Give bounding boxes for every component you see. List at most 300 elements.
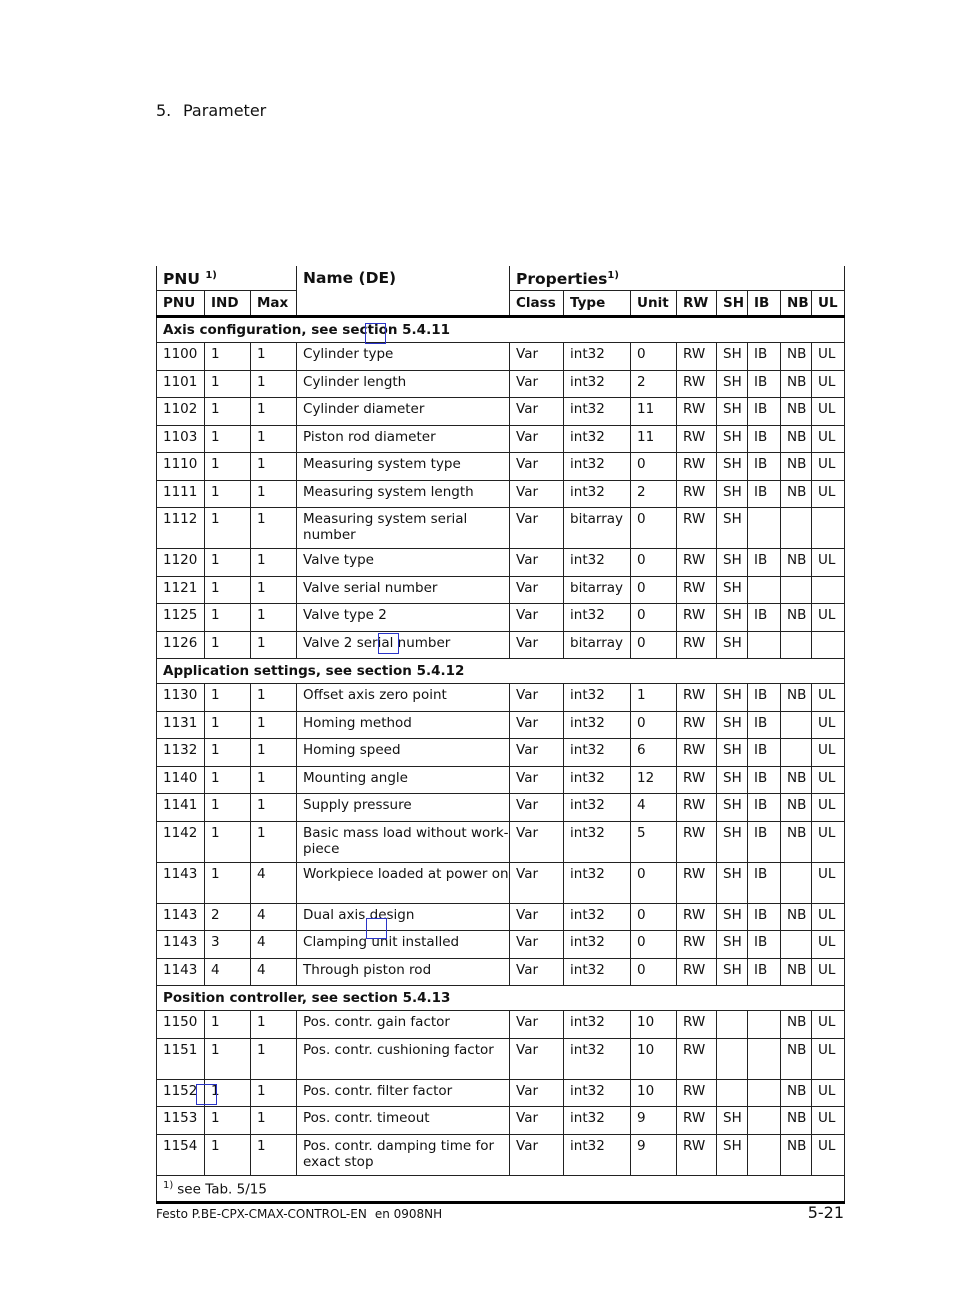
section-number: 5. <box>156 101 172 120</box>
col-header-nb: NB <box>781 291 812 317</box>
cell-ib: IB <box>748 739 781 767</box>
cell-nb: NB <box>781 604 812 632</box>
cell-type: int32 <box>564 604 631 632</box>
cell-max: 1 <box>251 508 297 549</box>
cell-max: 1 <box>251 821 297 862</box>
cell-ib <box>748 1107 781 1135</box>
cell-name: Dual axis design <box>297 903 510 931</box>
table-row <box>157 931 845 959</box>
cell-type: bitarray <box>564 576 631 604</box>
cell-ib: IB <box>748 794 781 822</box>
cell-name: Homing speed <box>297 739 510 767</box>
cell-ind: 4 <box>205 958 251 986</box>
cell-ul <box>812 576 845 604</box>
cell-ib: IB <box>748 931 781 959</box>
cell-pnu: 1111 <box>157 480 205 508</box>
cell-rw: RW <box>677 604 717 632</box>
cell-pnu: 1112 <box>157 508 205 549</box>
cell-unit: 0 <box>631 549 677 577</box>
cell-class: Var <box>510 425 564 453</box>
cell-type: int32 <box>564 862 631 903</box>
cell-ind: 1 <box>205 398 251 426</box>
cell-pnu: 1152 <box>157 1079 205 1107</box>
cell-rw: RW <box>677 1038 717 1079</box>
footer-document-info <box>156 1207 442 1221</box>
cell-pnu: 1121 <box>157 576 205 604</box>
cell-rw: RW <box>677 794 717 822</box>
cell-pnu: 1140 <box>157 766 205 794</box>
cell-ul: UL <box>812 604 845 632</box>
cell-sh: SH <box>717 370 748 398</box>
cell-max: 4 <box>251 862 297 903</box>
cell-ul: UL <box>812 1079 845 1107</box>
cell-ib <box>748 508 781 549</box>
section-title[interactable]: Axis configuration, see section 5.4.11 <box>157 317 845 343</box>
cell-sh: SH <box>717 862 748 903</box>
cell-max: 4 <box>251 958 297 986</box>
cell-sh: SH <box>717 903 748 931</box>
cell-ib: IB <box>748 480 781 508</box>
cell-sh: SH <box>717 549 748 577</box>
section-row <box>157 986 845 1011</box>
cell-type: int32 <box>564 549 631 577</box>
cell-sh: SH <box>717 1107 748 1135</box>
cell-unit: 0 <box>631 604 677 632</box>
cell-sh: SH <box>717 604 748 632</box>
cell-sh: SH <box>717 631 748 659</box>
cell-unit: 11 <box>631 398 677 426</box>
cell-class: Var <box>510 739 564 767</box>
col-header-ib: IB <box>748 291 781 317</box>
cell-nb <box>781 931 812 959</box>
cell-unit: 0 <box>631 343 677 371</box>
cell-nb <box>781 711 812 739</box>
cell-ul: UL <box>812 1134 845 1175</box>
cell-type: int32 <box>564 1011 631 1039</box>
cell-pnu: 1120 <box>157 549 205 577</box>
cell-class: Var <box>510 766 564 794</box>
cell-sh: SH <box>717 739 748 767</box>
cell-pnu: 1150 <box>157 1011 205 1039</box>
cell-ib: IB <box>748 821 781 862</box>
cell-sh: SH <box>717 711 748 739</box>
cell-type: int32 <box>564 398 631 426</box>
cell-unit: 0 <box>631 711 677 739</box>
cell-nb: NB <box>781 1011 812 1039</box>
cell-sh: SH <box>717 684 748 712</box>
cell-ul: UL <box>812 711 845 739</box>
cell-ind: 1 <box>205 739 251 767</box>
cell-max: 1 <box>251 398 297 426</box>
section-row <box>157 317 845 343</box>
column-header-row <box>157 291 845 317</box>
cell-rw: RW <box>677 711 717 739</box>
cell-max: 4 <box>251 903 297 931</box>
cell-rw: RW <box>677 903 717 931</box>
page-header <box>156 101 266 120</box>
cell-pnu: 1143 <box>157 862 205 903</box>
cell-class: Var <box>510 862 564 903</box>
table-row <box>157 1107 845 1135</box>
cell-pnu: 1100 <box>157 343 205 371</box>
cell-name: Valve type 2 <box>297 604 510 632</box>
cell-ib: IB <box>748 862 781 903</box>
table-row <box>157 631 845 659</box>
section-link-marker[interactable] <box>365 323 386 344</box>
cell-name: Cylinder type <box>297 343 510 371</box>
cell-max: 1 <box>251 1011 297 1039</box>
cell-unit: 4 <box>631 794 677 822</box>
cell-pnu: 1142 <box>157 821 205 862</box>
cell-nb: NB <box>781 1038 812 1079</box>
cell-nb: NB <box>781 794 812 822</box>
cell-name: Basic mass load without work-piece <box>297 821 510 862</box>
cell-type: int32 <box>564 1134 631 1175</box>
cell-max: 1 <box>251 684 297 712</box>
cell-ul <box>812 508 845 549</box>
cell-name: Measuring system serial number <box>297 508 510 549</box>
cell-class: Var <box>510 398 564 426</box>
table-row <box>157 794 845 822</box>
cell-type: int32 <box>564 370 631 398</box>
cell-pnu: 1132 <box>157 739 205 767</box>
cell-ul: UL <box>812 821 845 862</box>
footnote <box>157 1175 845 1202</box>
cell-class: Var <box>510 631 564 659</box>
col-header-rw: RW <box>677 291 717 317</box>
cell-class: Var <box>510 931 564 959</box>
table-row <box>157 425 845 453</box>
cell-nb: NB <box>781 453 812 481</box>
cell-max: 1 <box>251 631 297 659</box>
cell-class: Var <box>510 1011 564 1039</box>
cell-ul: UL <box>812 425 845 453</box>
cell-rw: RW <box>677 425 717 453</box>
cell-unit: 0 <box>631 508 677 549</box>
cell-class: Var <box>510 794 564 822</box>
cell-ul: UL <box>812 480 845 508</box>
cell-ib: IB <box>748 343 781 371</box>
table-row <box>157 958 845 986</box>
cell-pnu: 1126 <box>157 631 205 659</box>
cell-nb: NB <box>781 343 812 371</box>
table-row <box>157 576 845 604</box>
table-row <box>157 370 845 398</box>
cell-unit: 0 <box>631 903 677 931</box>
cell-nb <box>781 508 812 549</box>
cell-nb: NB <box>781 398 812 426</box>
table-row <box>157 604 845 632</box>
cell-ind: 1 <box>205 684 251 712</box>
cell-nb <box>781 576 812 604</box>
cell-ul: UL <box>812 794 845 822</box>
cell-sh: SH <box>717 958 748 986</box>
cell-nb: NB <box>781 684 812 712</box>
cell-ind: 1 <box>205 631 251 659</box>
cell-name: Mounting angle <box>297 766 510 794</box>
cell-ib <box>748 1011 781 1039</box>
cell-ul: UL <box>812 343 845 371</box>
cell-ul: UL <box>812 549 845 577</box>
parameter-table <box>156 266 845 1204</box>
cell-type: int32 <box>564 711 631 739</box>
cell-ind: 1 <box>205 508 251 549</box>
col-header-ul: UL <box>812 291 845 317</box>
cell-nb <box>781 739 812 767</box>
cell-max: 1 <box>251 766 297 794</box>
cell-type: int32 <box>564 453 631 481</box>
cell-class: Var <box>510 1079 564 1107</box>
cell-nb <box>781 862 812 903</box>
cell-sh: SH <box>717 794 748 822</box>
cell-name: Clamping unit installed <box>297 931 510 959</box>
cell-nb: NB <box>781 903 812 931</box>
table-row <box>157 398 845 426</box>
cell-class: Var <box>510 1134 564 1175</box>
cell-ul: UL <box>812 739 845 767</box>
cell-unit: 5 <box>631 821 677 862</box>
cell-sh: SH <box>717 1134 748 1175</box>
cell-pnu: 1151 <box>157 1038 205 1079</box>
cell-ib: IB <box>748 684 781 712</box>
cell-ib: IB <box>748 370 781 398</box>
cell-rw: RW <box>677 684 717 712</box>
cell-sh <box>717 1011 748 1039</box>
cell-nb: NB <box>781 958 812 986</box>
cell-rw: RW <box>677 370 717 398</box>
cell-class: Var <box>510 576 564 604</box>
cell-pnu: 1153 <box>157 1107 205 1135</box>
cell-sh: SH <box>717 453 748 481</box>
table-row <box>157 453 845 481</box>
cell-name: Supply pressure <box>297 794 510 822</box>
cell-ib: IB <box>748 425 781 453</box>
cell-rw: RW <box>677 576 717 604</box>
cell-max: 1 <box>251 1079 297 1107</box>
footnote-row <box>157 1175 845 1202</box>
cell-ul: UL <box>812 903 845 931</box>
cell-rw: RW <box>677 631 717 659</box>
cell-ib: IB <box>748 903 781 931</box>
table-row <box>157 1079 845 1107</box>
section-title[interactable]: Position controller, see section 5.4.13 <box>157 986 845 1011</box>
cell-nb: NB <box>781 1107 812 1135</box>
cell-unit: 0 <box>631 576 677 604</box>
cell-sh: SH <box>717 766 748 794</box>
cell-type: bitarray <box>564 631 631 659</box>
cell-ind: 1 <box>205 821 251 862</box>
cell-rw: RW <box>677 821 717 862</box>
cell-nb: NB <box>781 370 812 398</box>
cell-class: Var <box>510 684 564 712</box>
cell-pnu: 1143 <box>157 958 205 986</box>
cell-sh: SH <box>717 576 748 604</box>
cell-name: Cylinder diameter <box>297 398 510 426</box>
cell-unit: 6 <box>631 739 677 767</box>
cell-ib: IB <box>748 958 781 986</box>
cell-unit: 0 <box>631 453 677 481</box>
table-row <box>157 684 845 712</box>
cell-unit: 2 <box>631 370 677 398</box>
cell-class: Var <box>510 508 564 549</box>
cell-type: int32 <box>564 1038 631 1079</box>
cell-name: Offset axis zero point <box>297 684 510 712</box>
col-header-max: Max <box>251 291 297 317</box>
cell-ib <box>748 631 781 659</box>
col-header-unit: Unit <box>631 291 677 317</box>
cell-max: 1 <box>251 604 297 632</box>
cell-name: Pos. contr. cushioning factor <box>297 1038 510 1079</box>
cell-unit: 10 <box>631 1011 677 1039</box>
cell-ind: 1 <box>205 1079 251 1107</box>
cell-unit: 10 <box>631 1079 677 1107</box>
table-row <box>157 821 845 862</box>
section-title: Parameter <box>183 101 267 120</box>
group-header-row <box>157 266 845 291</box>
col-header-ind: IND <box>205 291 251 317</box>
cell-ul: UL <box>812 862 845 903</box>
cell-ib <box>748 1134 781 1175</box>
section-title[interactable]: Application settings, see section 5.4.12 <box>157 659 845 684</box>
cell-ind: 1 <box>205 1011 251 1039</box>
cell-ib: IB <box>748 453 781 481</box>
cell-type: int32 <box>564 1079 631 1107</box>
cell-ul: UL <box>812 370 845 398</box>
cell-name: Cylinder length <box>297 370 510 398</box>
cell-rw: RW <box>677 453 717 481</box>
cell-unit: 10 <box>631 1038 677 1079</box>
footer-edition: en 0908NH <box>374 1207 443 1221</box>
cell-name: Through piston rod <box>297 958 510 986</box>
cell-class: Var <box>510 1107 564 1135</box>
cell-ind: 1 <box>205 1134 251 1175</box>
cell-ul: UL <box>812 766 845 794</box>
cell-sh <box>717 1038 748 1079</box>
cell-nb: NB <box>781 1079 812 1107</box>
cell-unit: 0 <box>631 931 677 959</box>
cell-unit: 2 <box>631 480 677 508</box>
cell-rw: RW <box>677 766 717 794</box>
cell-type: int32 <box>564 766 631 794</box>
cell-name: Measuring system type <box>297 453 510 481</box>
cell-ind: 1 <box>205 862 251 903</box>
cell-type: int32 <box>564 480 631 508</box>
cell-pnu: 1143 <box>157 903 205 931</box>
cell-ul: UL <box>812 1038 845 1079</box>
cell-name: Measuring system length <box>297 480 510 508</box>
cell-type: int32 <box>564 794 631 822</box>
cell-ib: IB <box>748 398 781 426</box>
cell-pnu: 1110 <box>157 453 205 481</box>
cell-class: Var <box>510 821 564 862</box>
table-row <box>157 903 845 931</box>
cell-type: int32 <box>564 958 631 986</box>
cell-max: 1 <box>251 480 297 508</box>
cell-name: Homing method <box>297 711 510 739</box>
cell-ib: IB <box>748 604 781 632</box>
footnote-link[interactable]: see Tab. 5/15 <box>177 1181 267 1198</box>
cell-ind: 1 <box>205 549 251 577</box>
cell-ind: 1 <box>205 480 251 508</box>
cell-ib <box>748 576 781 604</box>
cell-rw: RW <box>677 931 717 959</box>
cell-unit: 0 <box>631 958 677 986</box>
cell-rw: RW <box>677 958 717 986</box>
cell-nb <box>781 631 812 659</box>
cell-class: Var <box>510 1038 564 1079</box>
cell-max: 1 <box>251 1038 297 1079</box>
cell-type: int32 <box>564 425 631 453</box>
cell-type: int32 <box>564 343 631 371</box>
cell-max: 1 <box>251 549 297 577</box>
cell-class: Var <box>510 549 564 577</box>
cell-ind: 1 <box>205 794 251 822</box>
cell-rw: RW <box>677 398 717 426</box>
footnote-marker: 1) <box>163 1180 174 1192</box>
cell-class: Var <box>510 343 564 371</box>
cell-rw: RW <box>677 1107 717 1135</box>
table-row <box>157 549 845 577</box>
cell-ib <box>748 1038 781 1079</box>
table-row <box>157 711 845 739</box>
name-group-header: Name (DE) <box>297 266 510 291</box>
cell-type: int32 <box>564 1107 631 1135</box>
cell-rw: RW <box>677 508 717 549</box>
cell-class: Var <box>510 453 564 481</box>
cell-sh: SH <box>717 398 748 426</box>
section-link-marker[interactable] <box>366 918 387 939</box>
col-header-pnu: PNU <box>157 291 205 317</box>
cell-sh: SH <box>717 931 748 959</box>
cell-max: 1 <box>251 1134 297 1175</box>
cell-nb: NB <box>781 821 812 862</box>
cell-type: int32 <box>564 821 631 862</box>
cell-ind: 1 <box>205 453 251 481</box>
cell-name: Piston rod diameter <box>297 425 510 453</box>
cell-ind: 1 <box>205 711 251 739</box>
cell-name: Pos. contr. gain factor <box>297 1011 510 1039</box>
cell-pnu: 1103 <box>157 425 205 453</box>
cell-class: Var <box>510 958 564 986</box>
cell-ul: UL <box>812 1107 845 1135</box>
col-header-type: Type <box>564 291 631 317</box>
cell-type: int32 <box>564 684 631 712</box>
col-header-class: Class <box>510 291 564 317</box>
cell-ib: IB <box>748 711 781 739</box>
section-row <box>157 659 845 684</box>
cell-rw: RW <box>677 1011 717 1039</box>
cell-ind: 1 <box>205 343 251 371</box>
cell-ind: 1 <box>205 604 251 632</box>
cell-ul: UL <box>812 1011 845 1039</box>
cell-max: 1 <box>251 453 297 481</box>
cell-unit: 9 <box>631 1134 677 1175</box>
cell-pnu: 1130 <box>157 684 205 712</box>
table-link-marker[interactable] <box>196 1084 217 1105</box>
cell-ib: IB <box>748 549 781 577</box>
cell-class: Var <box>510 711 564 739</box>
cell-sh: SH <box>717 508 748 549</box>
cell-ul: UL <box>812 684 845 712</box>
cell-nb: NB <box>781 1134 812 1175</box>
table-row <box>157 508 845 549</box>
cell-rw: RW <box>677 480 717 508</box>
cell-ind: 1 <box>205 1107 251 1135</box>
section-link-marker[interactable] <box>378 633 399 654</box>
col-header-name-blank <box>297 291 510 317</box>
page-number: 5-21 <box>807 1203 844 1222</box>
cell-ind: 1 <box>205 766 251 794</box>
